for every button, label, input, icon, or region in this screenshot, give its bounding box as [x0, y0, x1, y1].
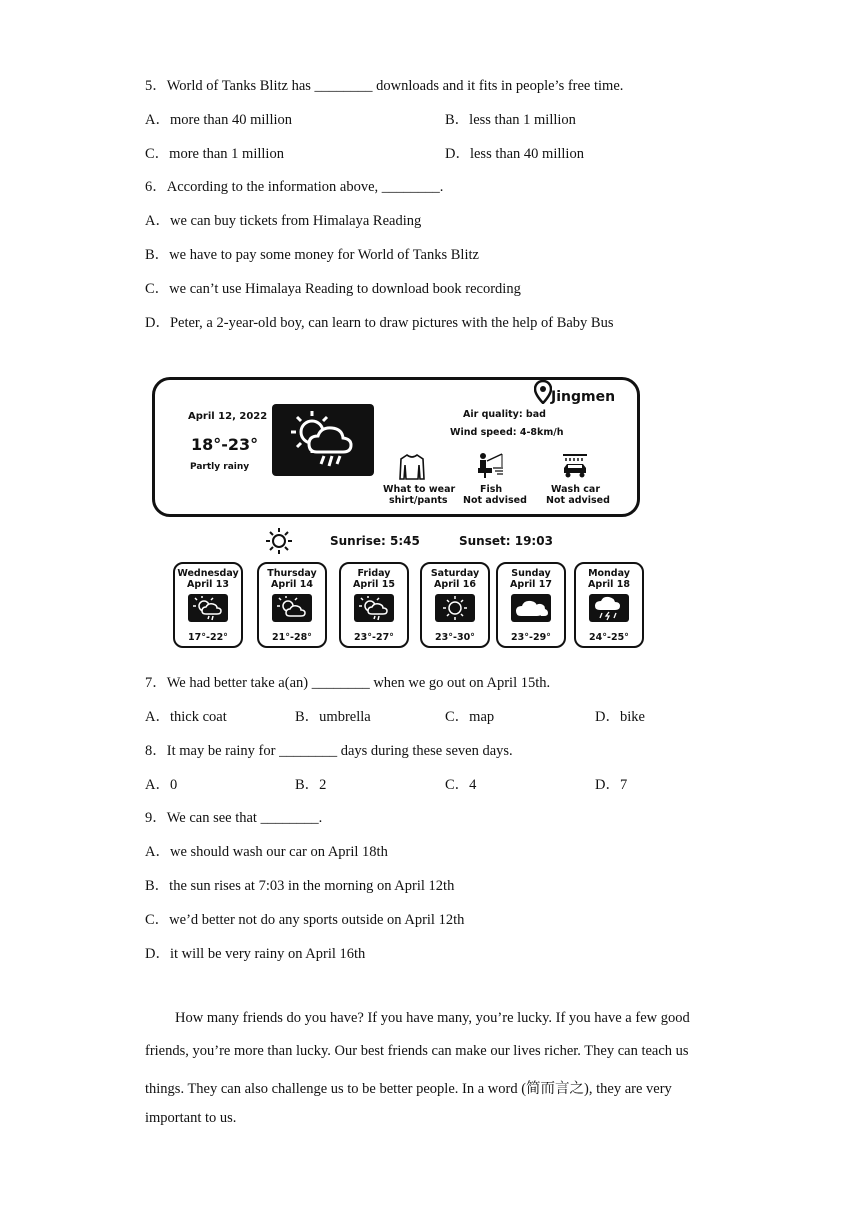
- wear-label: What to wear: [383, 484, 456, 495]
- q9-option-d: D．it will be very rainy on April 16th: [145, 946, 366, 962]
- fishing-icon: [475, 451, 505, 484]
- wash-label: Wash car: [551, 484, 601, 495]
- q6-option-c: C．we can’t use Himalaya Reading to download book recording: [145, 281, 521, 297]
- q6-option-b: B．we have to pay some money for World of Tanks Blitz: [145, 247, 479, 263]
- day-name: Monday: [588, 568, 630, 579]
- forecast-day-wednesday: [173, 562, 243, 648]
- cloudy-icon: [511, 594, 551, 622]
- day-temp: 23°-29°: [511, 632, 551, 643]
- q7-option-a: A．thick coat: [145, 709, 227, 725]
- city-name: Jingmen: [551, 389, 616, 405]
- sunrise-time: Sunrise: 5:45: [330, 534, 420, 548]
- q8-stem: 8．It may be rainy for ________ days during these seven days.: [145, 743, 513, 759]
- q9-option-b: B．the sun rises at 7:03 in the morning on April 12th: [145, 878, 455, 894]
- day-date: April 18: [588, 579, 630, 590]
- car-wash-icon: [560, 452, 590, 485]
- day-date: April 17: [510, 579, 552, 590]
- q8-option-a: A．0: [145, 777, 178, 793]
- day-date: April 16: [434, 579, 476, 590]
- day-date: April 15: [353, 579, 395, 590]
- forecast-day-saturday: [420, 562, 490, 648]
- day-name: Wednesday: [177, 568, 239, 579]
- location-pin-icon: [534, 380, 552, 409]
- q5-option-d: D．less than 40 million: [445, 146, 584, 162]
- partly-cloudy-icon: [272, 594, 312, 622]
- day-name: Saturday: [430, 568, 480, 579]
- fish-advice: Not advised: [463, 495, 527, 506]
- q7-option-c: C．map: [445, 709, 495, 725]
- forecast-day-sunday: [496, 562, 566, 648]
- q8-option-d: D．7: [595, 777, 628, 793]
- q6-stem: 6．According to the information above, ________.: [145, 179, 444, 195]
- day-temp: 17°-22°: [188, 632, 228, 643]
- thunderstorm-icon: [589, 594, 629, 622]
- day-name: Thursday: [267, 568, 317, 579]
- q8-option-b: B．2: [295, 777, 327, 793]
- q7-option-d: D．bike: [595, 709, 645, 725]
- day-temp: 24°-25°: [589, 632, 629, 643]
- air-quality: Air quality: bad: [463, 409, 546, 420]
- passage-line-2: friends, you’re more than lucky. Our best friends can make our lives richer. They can teach us: [145, 1043, 689, 1059]
- shirt-icon: [397, 453, 427, 486]
- q7-stem: 7．We had better take a(an) ________ when we go out on April 15th.: [145, 675, 551, 691]
- forecast-day-thursday: [257, 562, 327, 648]
- fish-label: Fish: [480, 484, 503, 495]
- weather-condition: Partly rainy: [190, 462, 250, 472]
- partly-rainy-icon: [354, 594, 394, 622]
- wash-advice: Not advised: [546, 495, 610, 506]
- day-temp: 21°-28°: [272, 632, 312, 643]
- q5-option-b: B．less than 1 million: [445, 112, 576, 128]
- q7-option-b: B．umbrella: [295, 709, 371, 725]
- q5-stem: 5．World of Tanks Blitz has ________ downloads and it fits in people’s free time.: [145, 78, 624, 94]
- q9-option-c: C．we’d better not do any sports outside on April 12th: [145, 912, 465, 928]
- sunset-time: Sunset: 19:03: [459, 534, 553, 548]
- q9-stem: 9．We can see that ________.: [145, 810, 323, 826]
- day-date: April 13: [187, 579, 229, 590]
- q8-option-c: C．4: [445, 777, 477, 793]
- forecast-day-monday: [574, 562, 644, 648]
- weather-date: April 12, 2022: [188, 411, 268, 422]
- q5-option-c: C．more than 1 million: [145, 146, 284, 162]
- weather-temp: 18°-23°: [191, 435, 259, 454]
- passage-line-4: important to us.: [145, 1110, 237, 1126]
- q5-option-a: A．more than 40 million: [145, 112, 292, 128]
- q6-option-d: D．Peter, a 2-year-old boy, can learn to draw pictures with the help of Baby Bus: [145, 315, 614, 331]
- wear-advice: shirt/pants: [389, 495, 448, 506]
- sun-icon: [265, 527, 293, 560]
- passage-line-1: How many friends do you have? If you have many, you’re lucky. If you have a few good: [175, 1010, 690, 1026]
- partly-rainy-icon: [188, 594, 228, 622]
- passage-line-3: things. They can also challenge us to be better people. In a word (简而言之), they are very: [145, 1081, 672, 1097]
- day-name: Friday: [357, 568, 391, 579]
- wind-speed: Wind speed: 4-8km/h: [450, 427, 564, 438]
- partly-rainy-icon: [272, 404, 374, 476]
- day-temp: 23°-30°: [435, 632, 475, 643]
- q9-option-a: A．we should wash our car on April 18th: [145, 844, 388, 860]
- day-temp: 23°-27°: [354, 632, 394, 643]
- sunny-icon: [435, 594, 475, 622]
- day-name: Sunday: [511, 568, 551, 579]
- forecast-day-friday: [339, 562, 409, 648]
- q6-option-a: A．we can buy tickets from Himalaya Reading: [145, 213, 422, 229]
- day-date: April 14: [271, 579, 313, 590]
